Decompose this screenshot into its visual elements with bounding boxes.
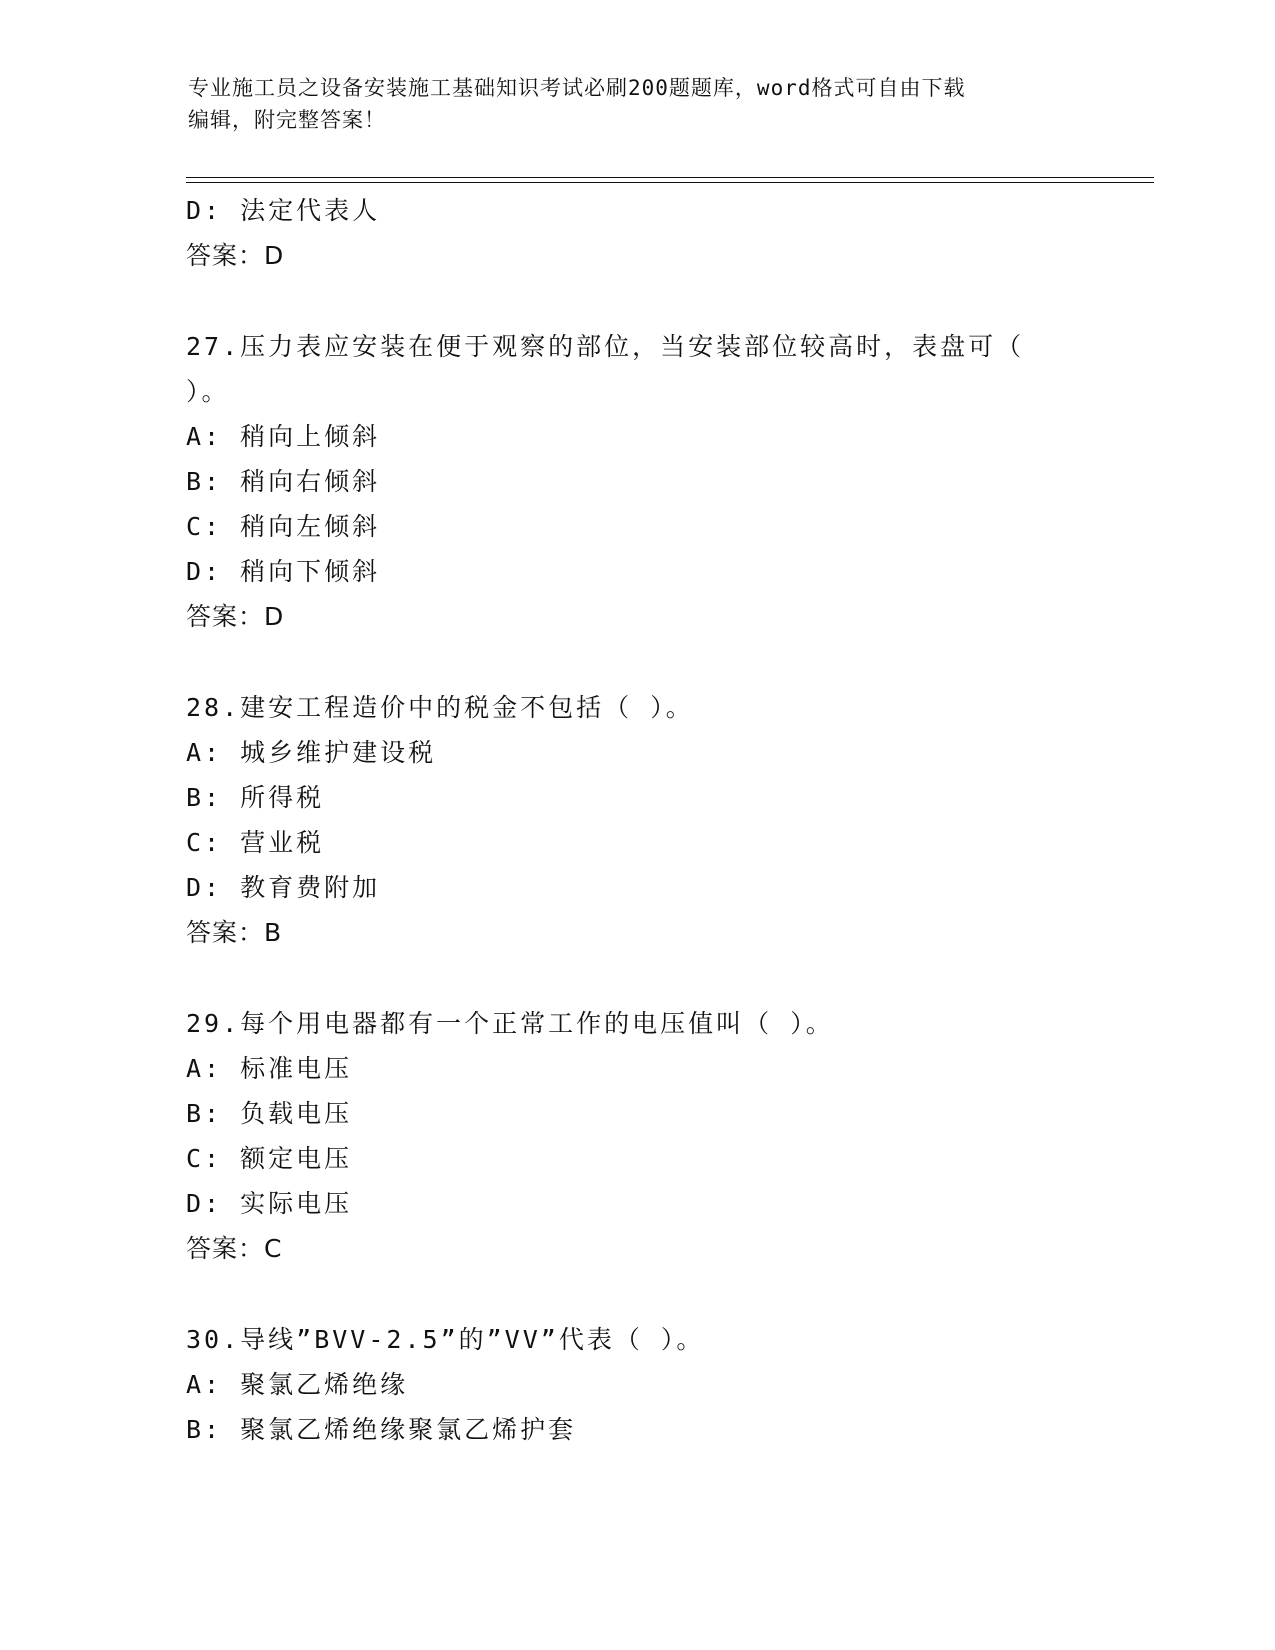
q30-option-b: B: 聚氯乙烯绝缘聚氯乙烯护套 [186,1415,577,1444]
header-title-line2: 编辑，附完整答案！ [188,108,386,132]
q29-answer: 答案：C [186,1234,283,1263]
spacer [186,639,1146,685]
q27-answer: 答案：D [186,602,285,631]
q28-option-c: C: 营业税 [186,828,325,857]
q30-option-a: A: 聚氯乙烯绝缘 [186,1370,409,1399]
prev-option-d: D: 法定代表人 [186,196,381,225]
page-header [188,72,1068,136]
question-list [186,188,1146,1452]
q29-stem: 29.每个用电器都有一个正常工作的电压值叫（ ）。 [186,1009,834,1038]
q29-option-d: D: 实际电压 [186,1189,353,1218]
spacer [186,955,1146,1001]
q29-option-b: B: 负载电压 [186,1099,353,1128]
q27-option-c: C: 稍向左倾斜 [186,512,381,541]
spacer [186,278,1146,324]
q27-option-d: D: 稍向下倾斜 [186,557,381,586]
q27-option-a: A: 稍向上倾斜 [186,422,381,451]
prev-answer: 答案：D [186,241,285,270]
q27-stem-line2: ）。 [186,377,230,406]
q27-stem-line1: 27.压力表应安装在便于观察的部位，当安装部位较高时，表盘可（ [186,332,1025,361]
q28-option-d: D: 教育费附加 [186,873,381,902]
q29-option-a: A: 标准电压 [186,1054,353,1083]
spacer [186,1271,1146,1317]
header-divider-bottom [186,182,1154,183]
header-divider-top [186,177,1154,178]
q27-option-b: B: 稍向右倾斜 [186,467,381,496]
q28-option-a: A: 城乡维护建设税 [186,738,437,767]
q29-option-c: C: 额定电压 [186,1144,353,1173]
header-title-line1: 专业施工员之设备安装施工基础知识考试必刷200题题库，word格式可自由下载 [188,76,966,100]
q28-answer: 答案：B [186,918,283,947]
q28-stem: 28.建安工程造价中的税金不包括（ ）。 [186,693,694,722]
q28-option-b: B: 所得税 [186,783,325,812]
q30-stem: 30.导线”BVV-2.5”的”VV”代表（ ）。 [186,1325,705,1354]
